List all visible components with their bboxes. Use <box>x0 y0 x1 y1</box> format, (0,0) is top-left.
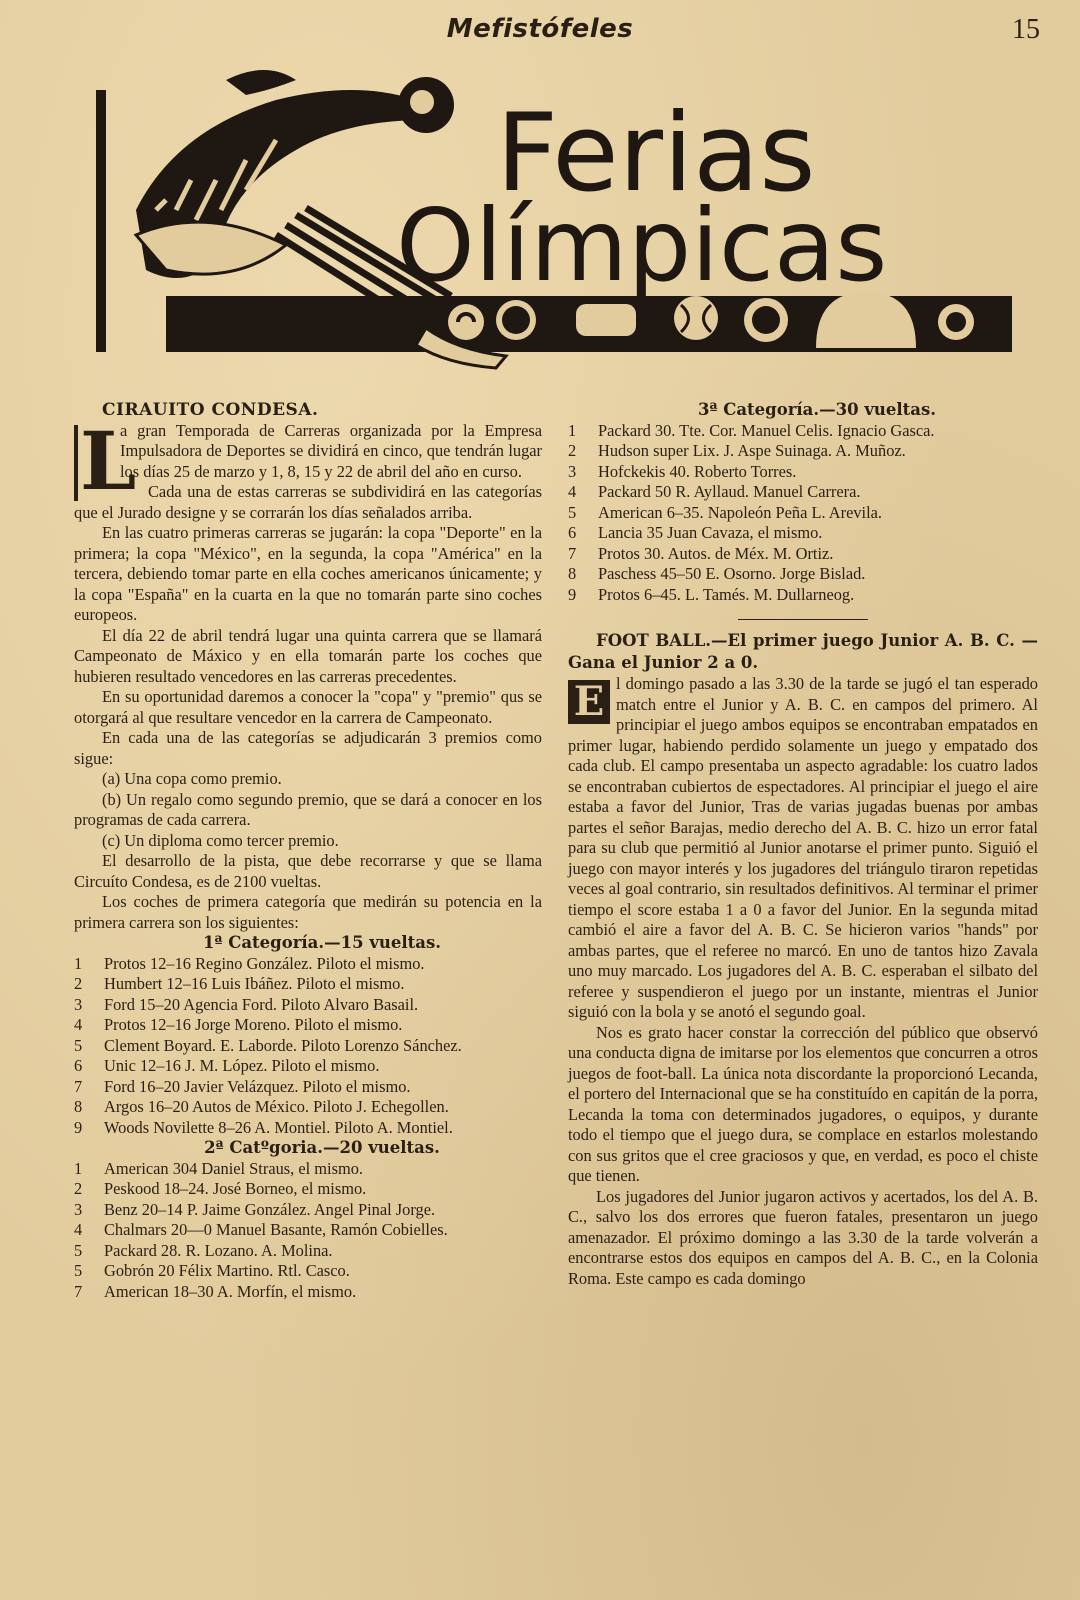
right-column <box>568 400 1038 1289</box>
drop-cap-e: E <box>568 680 610 724</box>
football-title: FOOT BALL.—El primer juego Junior A. B. C. —Gana el Junior 2 a 0. <box>568 631 1038 672</box>
list-item: 2 Humbert 12–16 Luis Ibáñez. Piloto el mismo. <box>74 974 405 993</box>
list-item: 2 Peskood 18–24. José Borneo, el mismo. <box>74 1179 367 1198</box>
list-item: 7 Protos 30. Autos. de Méx. M. Ortiz. <box>568 543 834 563</box>
category-1-list <box>74 954 542 1139</box>
banner-title-ferias: Ferias <box>496 91 816 216</box>
category-2-title: 2ª Catºgoria.—20 vueltas. <box>204 1138 440 1157</box>
page-number: 15 <box>1012 14 1040 45</box>
category-3-title: 3ª Categoría.—30 vueltas. <box>697 400 937 419</box>
prize-item: (b) Un regalo como segundo premio, que se dará a conocer en los programas de cada carrera. <box>74 789 542 829</box>
section-divider <box>738 619 868 620</box>
list-item: 4 Protos 12–16 Jorge Moreno. Piloto el mismo. <box>74 1015 403 1034</box>
banner-title-olimpicas: Olímpicas <box>396 187 888 304</box>
list-item: 7 Ford 16–20 Javier Velázquez. Piloto el mismo. <box>74 1076 411 1096</box>
list-item: 1 Protos 12–16 Regino González. Piloto el mismo. <box>74 953 425 973</box>
article-paragraph: El día 22 de abril tendrá lugar una quinta carrera que se llamará Campeonato de Máxico y en ella tomarán parte los coches que hubieren resultado vencedores en las carreras precedentes. <box>74 625 542 686</box>
category-2-list <box>74 1159 542 1303</box>
banner-illustration <box>96 60 1016 378</box>
prize-item: (c) Un diploma como tercer premio. <box>102 830 339 850</box>
article-paragraph: Los coches de primera categoría que medirán su potencia en la primera carrera son los siguientes: <box>74 892 542 932</box>
article-paragraph: El desarrollo de la pista, que debe recorrarse y que se llama Circuíto Condesa, es de 2100 vueltas. <box>74 851 542 891</box>
list-item: 9 Protos 6–45. L. Tamés. M. Dullarneog. <box>568 584 855 604</box>
list-item: 3 Benz 20–14 P. Jaime González. Angel Pinal Jorge. <box>74 1199 436 1219</box>
list-item: 1 Packard 30. Tte. Cor. Manuel Celis. Ignacio Gasca. <box>568 420 935 440</box>
article-paragraph: Cada una de estas carreras se subdividirá en las categorías que el Jurado designe y se corrarán los días señalados arriba. <box>74 482 542 522</box>
list-item: 5 Packard 28. R. Lozano. A. Molina. <box>74 1240 333 1260</box>
running-head: Mefistófeles <box>446 14 634 44</box>
list-item: 5 Gobrón 20 Félix Martino. Rtl. Casco. <box>74 1261 350 1280</box>
article-paragraph: E l domingo pasado a las 3.30 de la tarde se jugó el tan esperado match entre el Junior y A. B. C. en campos del primero. Al principiar el juego ambos equipos se encontraban empatados en primer lugar, habiendo perdido solamente un juego y empatado dos cada club. El campo presentaba un aspecto agradable: los cuatro lados se encontraban cubiertos de espectadores. Al principiar el juego el aire estaba a favor del Junior, Tras de varias jugadas buenas por ambas partes el señor Barajas, medio derecho del A. B. C. hizo un error fatal para su club que permitió al Junior anotarse el primer punto. Siguió el juego con mayor interés y los jugadores del triángulo tiraron repetidas veces al goal contrario, sin resultados definitivos. Al terminar el primer tiempo el score estaba 1 a 0 a favor del Junior. En la segunda mitad cambió el aire a favor del A. B. C. Se hicieron varios "hands" por ambas partes, que el referee no marcó. En uno de tantos hizo Zavala uno muy marcado. Los jugadores del A. B. C. esperaban el silbato del referee y suspendieron el juego por un instante, mientras el Junior siguió con la bola y se anotó el segundo goal. <box>568 674 1038 1021</box>
article-paragraph: Nos es grato hacer constar la corrección del público que observó una conducta digna de imitarse por los elementos que concurren a otros juegos de foot-ball. La única nota discordante la proporcionó Lecanda, el portero del Internacional que se ha constituído en capitán de la porra, Lecanda la toma con determinados jugadores, o equipos, y durante todo el tiempo que el juego dura, se complace en estarlos molestando con sus gritos que el cree graciosos y que, en verdad, es poco el chiste que tienen. <box>568 1022 1038 1185</box>
list-item: 7 American 18–30 A. Morfín, el mismo. <box>74 1281 357 1301</box>
prize-item: (a) Una copa como premio. <box>102 769 282 788</box>
left-column <box>74 400 542 1302</box>
drop-cap-l: L <box>74 425 112 501</box>
list-item: 5 Clement Boyard. E. Laborde. Piloto Lorenzo Sánchez. <box>74 1035 462 1055</box>
section-title-circuito: CIRAUITO CONDESA. <box>102 400 319 420</box>
list-item: 2 Hudson super Lix. J. Aspe Suinaga. A. Muñoz. <box>568 441 906 460</box>
category-3-list <box>568 421 1038 606</box>
section-banner <box>96 60 1016 378</box>
article-paragraph: Los jugadores del Junior jugaron activos y acertados, los del A. B. C., salvo los dos errores que fueron fatales, presentaron un juego amenazador. El próximo domingo a las 3.30 de la tarde volverán a encontrarse estos dos equipos en campos del A. B. C., en la Colonia Roma. Este campo es cada domingo <box>568 1186 1038 1288</box>
list-item: 5 American 6–35. Napoleón Peña L. Arevila. <box>568 502 883 522</box>
list-item: 1 American 304 Daniel Straus, el mismo. <box>74 1158 364 1178</box>
list-item: 4 Chalmars 20—0 Manuel Basante, Ramón Cobielles. <box>74 1220 448 1239</box>
article-paragraph: L a gran Temporada de Carreras organizada por la Empresa Impulsadora de Deportes se dividirá en cinco, que tendrán lugar los días 25 de marzo y 1, 8, 15 y 22 de abril del año en curso. <box>74 421 542 483</box>
list-item: 8 Paschess 45–50 E. Osorno. Jorge Bislad. <box>568 564 866 583</box>
article-paragraph: En su oportunidad daremos a conocer la "copa" y "premio" qus se otorgará al que resultare vencedor en la carrera de Campeonato. <box>74 687 542 727</box>
list-item: 6 Lancia 35 Juan Cavaza, el mismo. <box>568 523 823 542</box>
category-1-title: 1ª Categoría.—15 vueltas. <box>202 933 442 952</box>
list-item: 9 Woods Novilette 8–26 A. Montiel. Piloto A. Montiel. <box>74 1117 453 1137</box>
list-item: 3 Ford 15–20 Agencia Ford. Piloto Alvaro Basail. <box>74 994 419 1014</box>
list-item: 3 Hofckekis 40. Roberto Torres. <box>568 461 797 481</box>
list-item: 6 Unic 12–16 J. M. López. Piloto el mismo. <box>74 1056 380 1075</box>
article-paragraph: En las cuatro primeras carreras se jugarán: la copa "Deporte" en la primera; la copa "México", en la segunda, la copa "América" en la tercera, debiendo tomar parte en ella coches americanos únicamente; y la copa "España" en la cuarta en la que no tomarán parte sino coches europeos. <box>74 523 542 624</box>
list-item: 4 Packard 50 R. Ayllaud. Manuel Carrera. <box>568 482 861 501</box>
article-paragraph: En cada una de las categorías se adjudicarán 3 premios como sigue: <box>74 728 542 768</box>
list-item: 8 Argos 16–20 Autos de México. Piloto J. Echegollen. <box>74 1097 449 1116</box>
